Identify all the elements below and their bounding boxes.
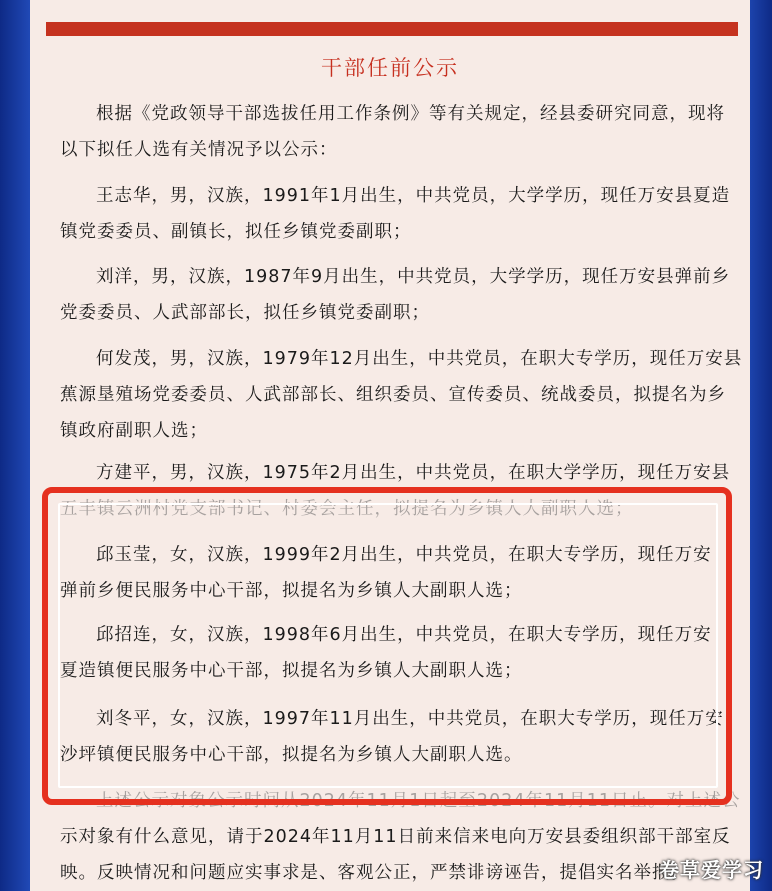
closing-line: 映。反映情况和问题应实事求是、客观公正，严禁诽谤诬告，提倡实名举报。 (60, 863, 689, 883)
candidate-line: 夏造镇便民服务中心干部，拟提名为乡镇人大副职人选； (60, 661, 523, 681)
candidate-line: 镇党委委员、副镇长，拟任乡镇党委副职； (60, 222, 412, 242)
candidate-paragraph (60, 178, 750, 250)
candidate-line: 沙坪镇便民服务中心干部，拟提名为乡镇人大副职人选。 (60, 745, 523, 765)
candidate-line: 方建平，男，汉族，1975年2月出生，中共党员，在职大学学历，现任万安县 (96, 463, 731, 483)
red-highlight-box (42, 487, 732, 805)
candidate-line: 党委委员、人武部部长，拟任乡镇党委副职； (60, 303, 430, 323)
intro-line: 根据《党政领导干部选拔任用工作条例》等有关规定，经县委研究同意，现将 (96, 104, 725, 124)
candidate-line: 邱招连，女，汉族，1998年6月出生，中共党员，在职大专学历，现任万安 (96, 625, 712, 645)
page-title: 干部任前公示 (321, 56, 459, 80)
candidate-paragraph (60, 341, 750, 449)
candidate-line: 何发茂，男，汉族，1979年12月出生，中共党员，在职大专学历，现任万安县 (96, 349, 743, 369)
candidate-line: 镇政府副职人选； (60, 421, 208, 441)
candidate-line: 王志华，男，汉族，1991年1月出生，中共党员，大学学历，现任万安县夏造 (96, 186, 731, 206)
intro-line: 以下拟任人选有关情况予以公示： (60, 140, 338, 160)
candidate-line: 刘洋，男，汉族，1987年9月出生，中共党员，大学学历，现任万安县弹前乡 (96, 267, 731, 287)
closing-line: 示对象有什么意见，请于2024年11月11日前来信来电向万安县委组织部干部室反 (60, 827, 731, 847)
candidate-paragraph (60, 259, 750, 331)
closing-line: 上述公示对象公示时间从2024年11月1日起至2024年11月11日止。对上述公 (96, 791, 741, 811)
intro-paragraph (60, 96, 750, 168)
candidate-line: 蕉源垦殖场党委委员、人武部部长、组织委员、宣传委员、统战委员，拟提名为乡 (60, 385, 726, 405)
candidate-line: 邱玉莹，女，汉族，1999年2月出生，中共党员，在职大专学历，现任万安 (96, 545, 712, 565)
candidate-line: 弹前乡便民服务中心干部，拟提名为乡镇人大副职人选； (60, 581, 523, 601)
candidate-line: 五丰镇云洲村党支部书记、村委会主任，拟提名为乡镇人大副职人选； (60, 499, 634, 519)
red-header-bar (46, 22, 738, 36)
watermark: 卷草爱学习 (659, 858, 764, 882)
candidate-line: 刘冬平，女，汉族，1997年11月出生，中共党员，在职大专学历，现任万安 (96, 709, 724, 729)
